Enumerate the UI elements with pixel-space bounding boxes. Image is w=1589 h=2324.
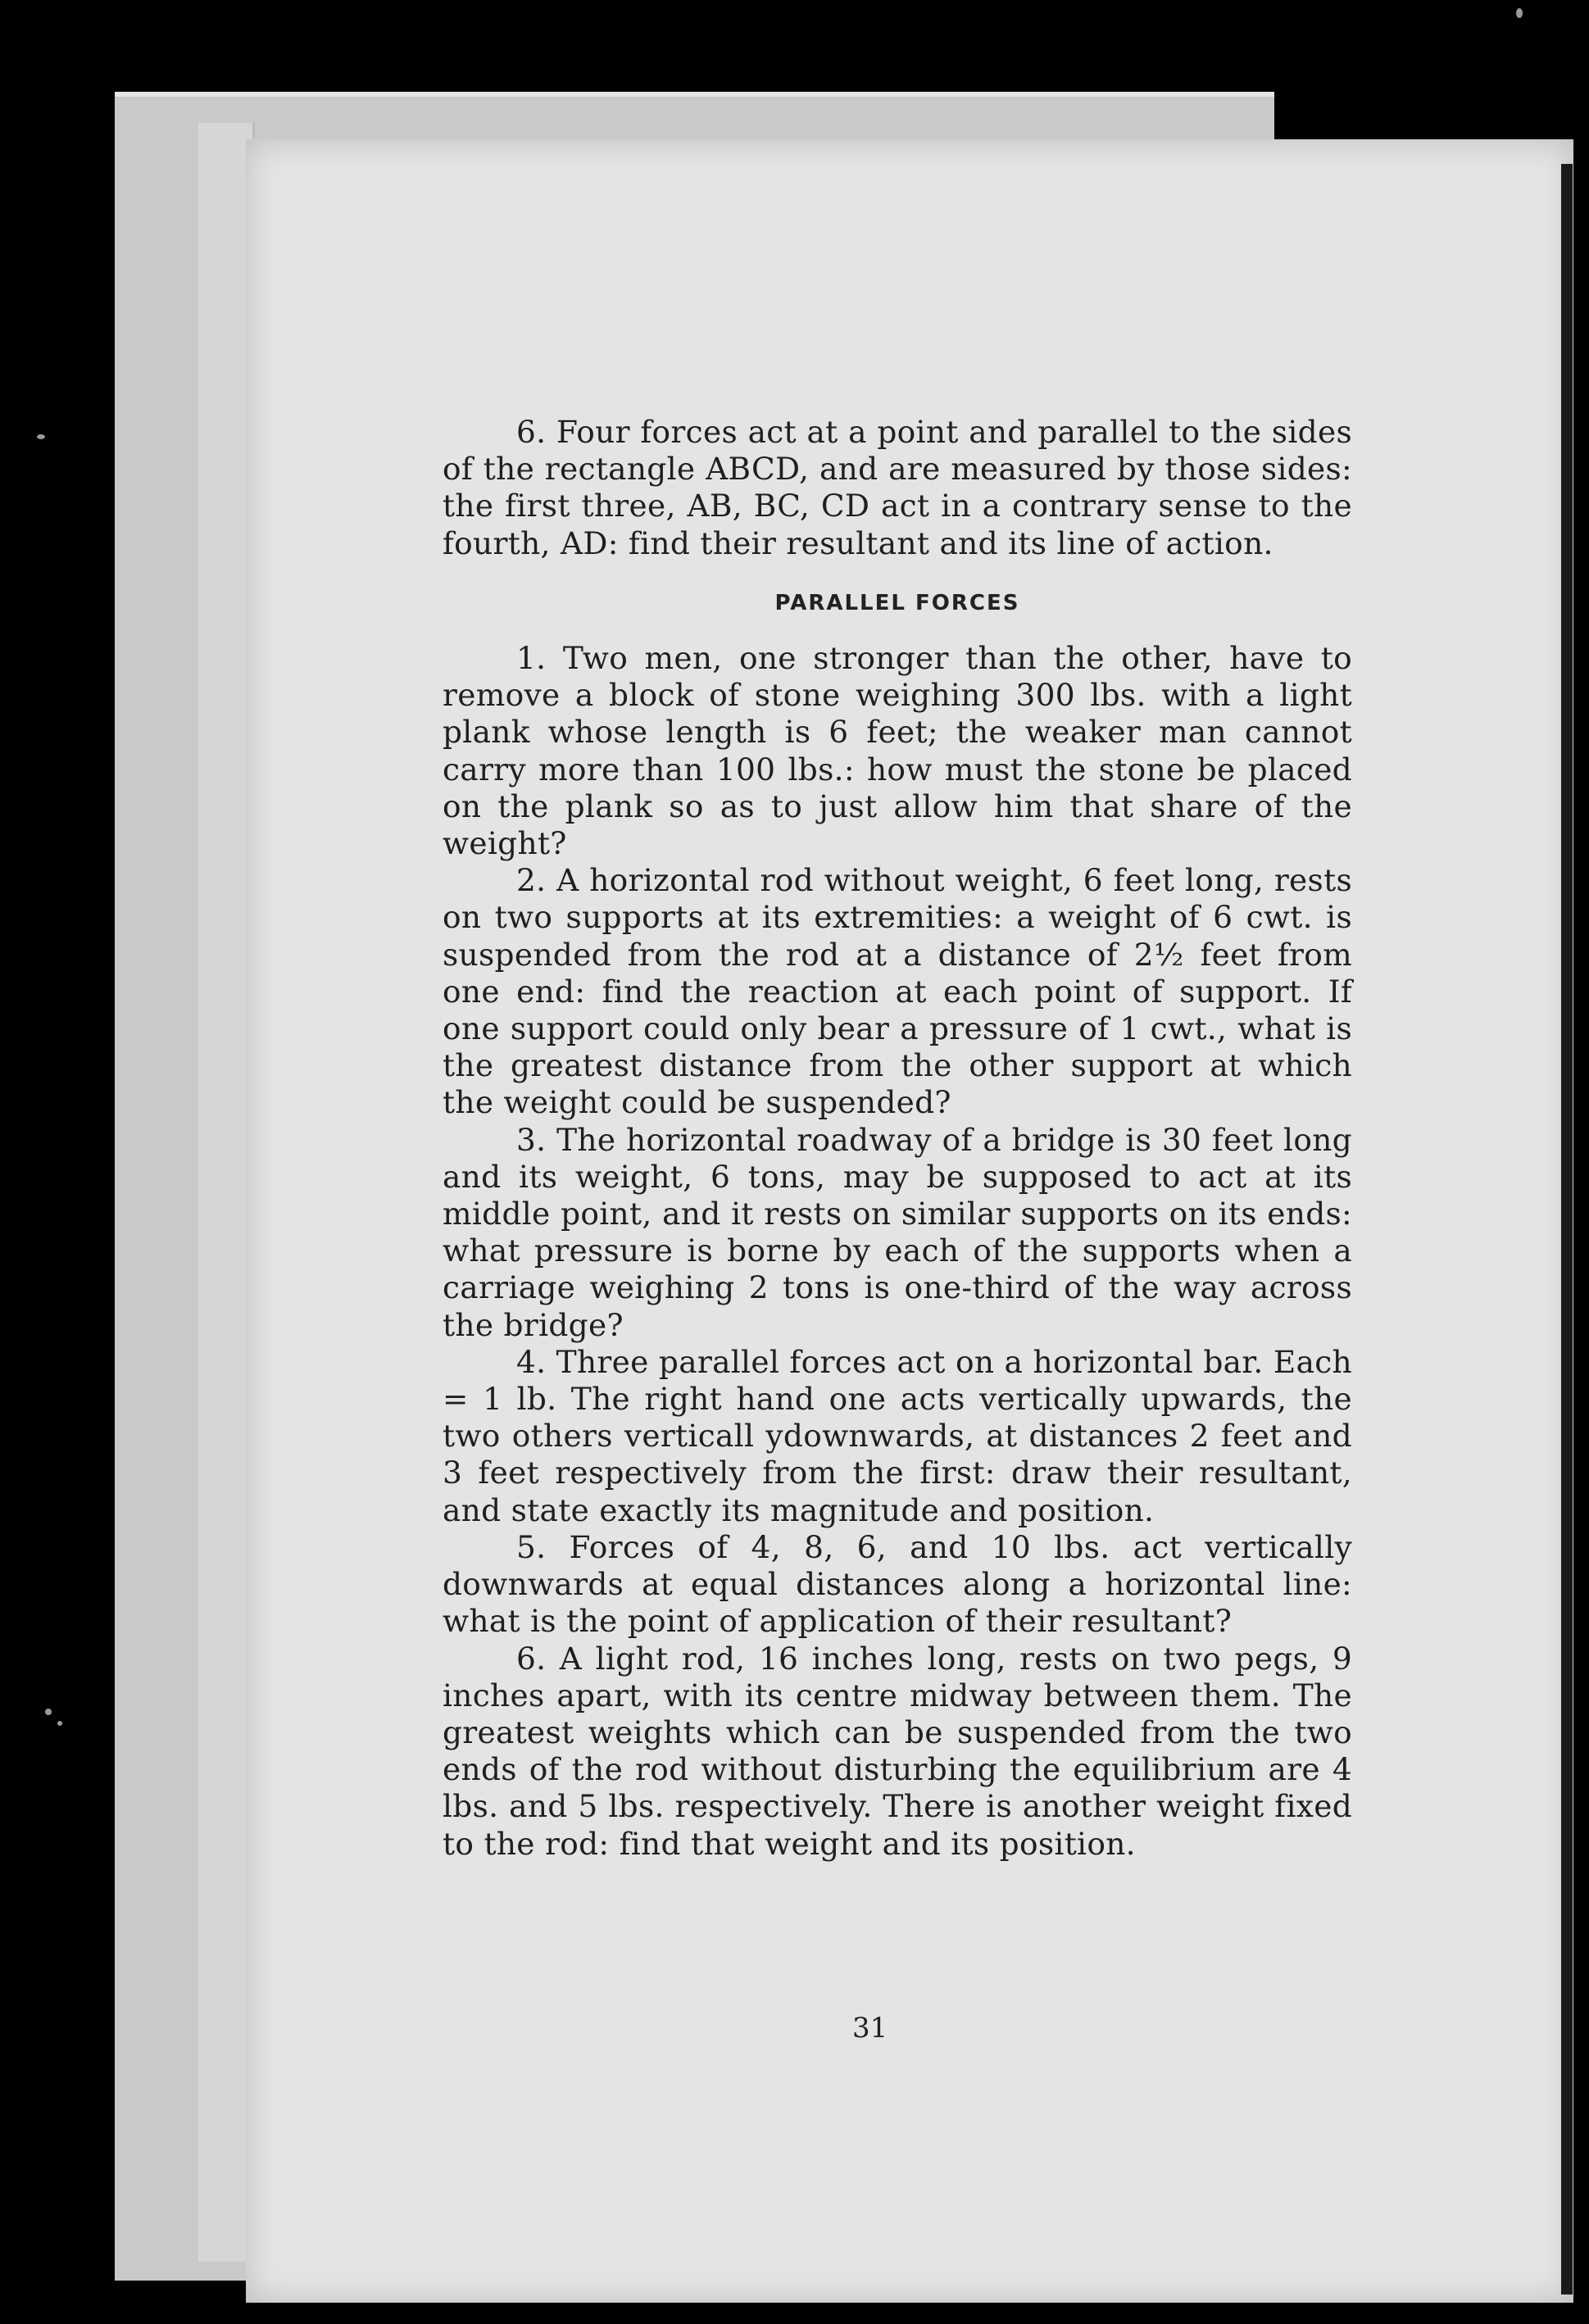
problem-paragraph: 2. A horizontal rod without weight, 6 feet long, rests on two supports at its extremities: a weight of 6 cwt. is suspended from the rod at a distance of 2½ feet from one end: find the reaction at each point of support. If one support could only bear a pressure of 1 cwt., what is the greatest distance from the other support at which the weight could be suspended? bbox=[443, 862, 1352, 1121]
problem-paragraph: 4. Three parallel forces act on a horizontal bar. Each = 1 lb. The right hand one acts vertically upwards, the two others verticall ydownwards, at distances 2 feet and 3 feet respectively from the first: draw their resultant, and state exactly its magnitude and position. bbox=[443, 1343, 1352, 1528]
problem-paragraph: 1. Two men, one stronger than the other, have to remove a block of stone weighing 300 lbs. with a light plank whose length is 6 feet; the weaker man cannot carry more than 100 lbs.: how must the stone be placed on the plank so as to just allow him that share of the weight? bbox=[443, 640, 1352, 862]
page-right-edge bbox=[1561, 164, 1573, 2294]
scan-speck bbox=[1516, 8, 1523, 18]
problem-paragraph: 5. Forces of 4, 8, 6, and 10 lbs. act vertically downwards at equal distances along a horizontal line: what is the point of application of their resultant? bbox=[443, 1528, 1352, 1640]
scan-speck bbox=[57, 1721, 62, 1726]
page-number: 31 bbox=[852, 2012, 888, 2045]
section-heading: PARALLEL FORCES bbox=[774, 590, 1020, 615]
scan-speck bbox=[37, 434, 45, 439]
scan-speck bbox=[45, 1709, 52, 1715]
problem-paragraph: 6. A light rod, 16 inches long, rests on two pegs, 9 inches apart, with its centre midway between them. The greatest weights which can be suspended from the two ends of the rod without disturbing the equilibrium are 4 lbs. and 5 lbs. respectively. There is another weight fixed to the rod: find that weight and its position. bbox=[443, 1640, 1352, 1862]
problem-paragraph: 6. Four forces act at a point and parallel to the sides of the rectangle ABCD, and are measured by those sides: the first three, AB, BC, CD act in a contrary sense to the fourth, AD: find their resultant and its line of action. bbox=[443, 414, 1352, 561]
problem-paragraph: 3. The horizontal roadway of a bridge is 30 feet long and its weight, 6 tons, may be supposed to act at its middle point, and it rests on similar supports on its ends: what pressure is borne by each of the supports when a carriage weighing 2 tons is one-third of the way across the bridge? bbox=[443, 1121, 1352, 1343]
page-text bbox=[443, 414, 1352, 1863]
